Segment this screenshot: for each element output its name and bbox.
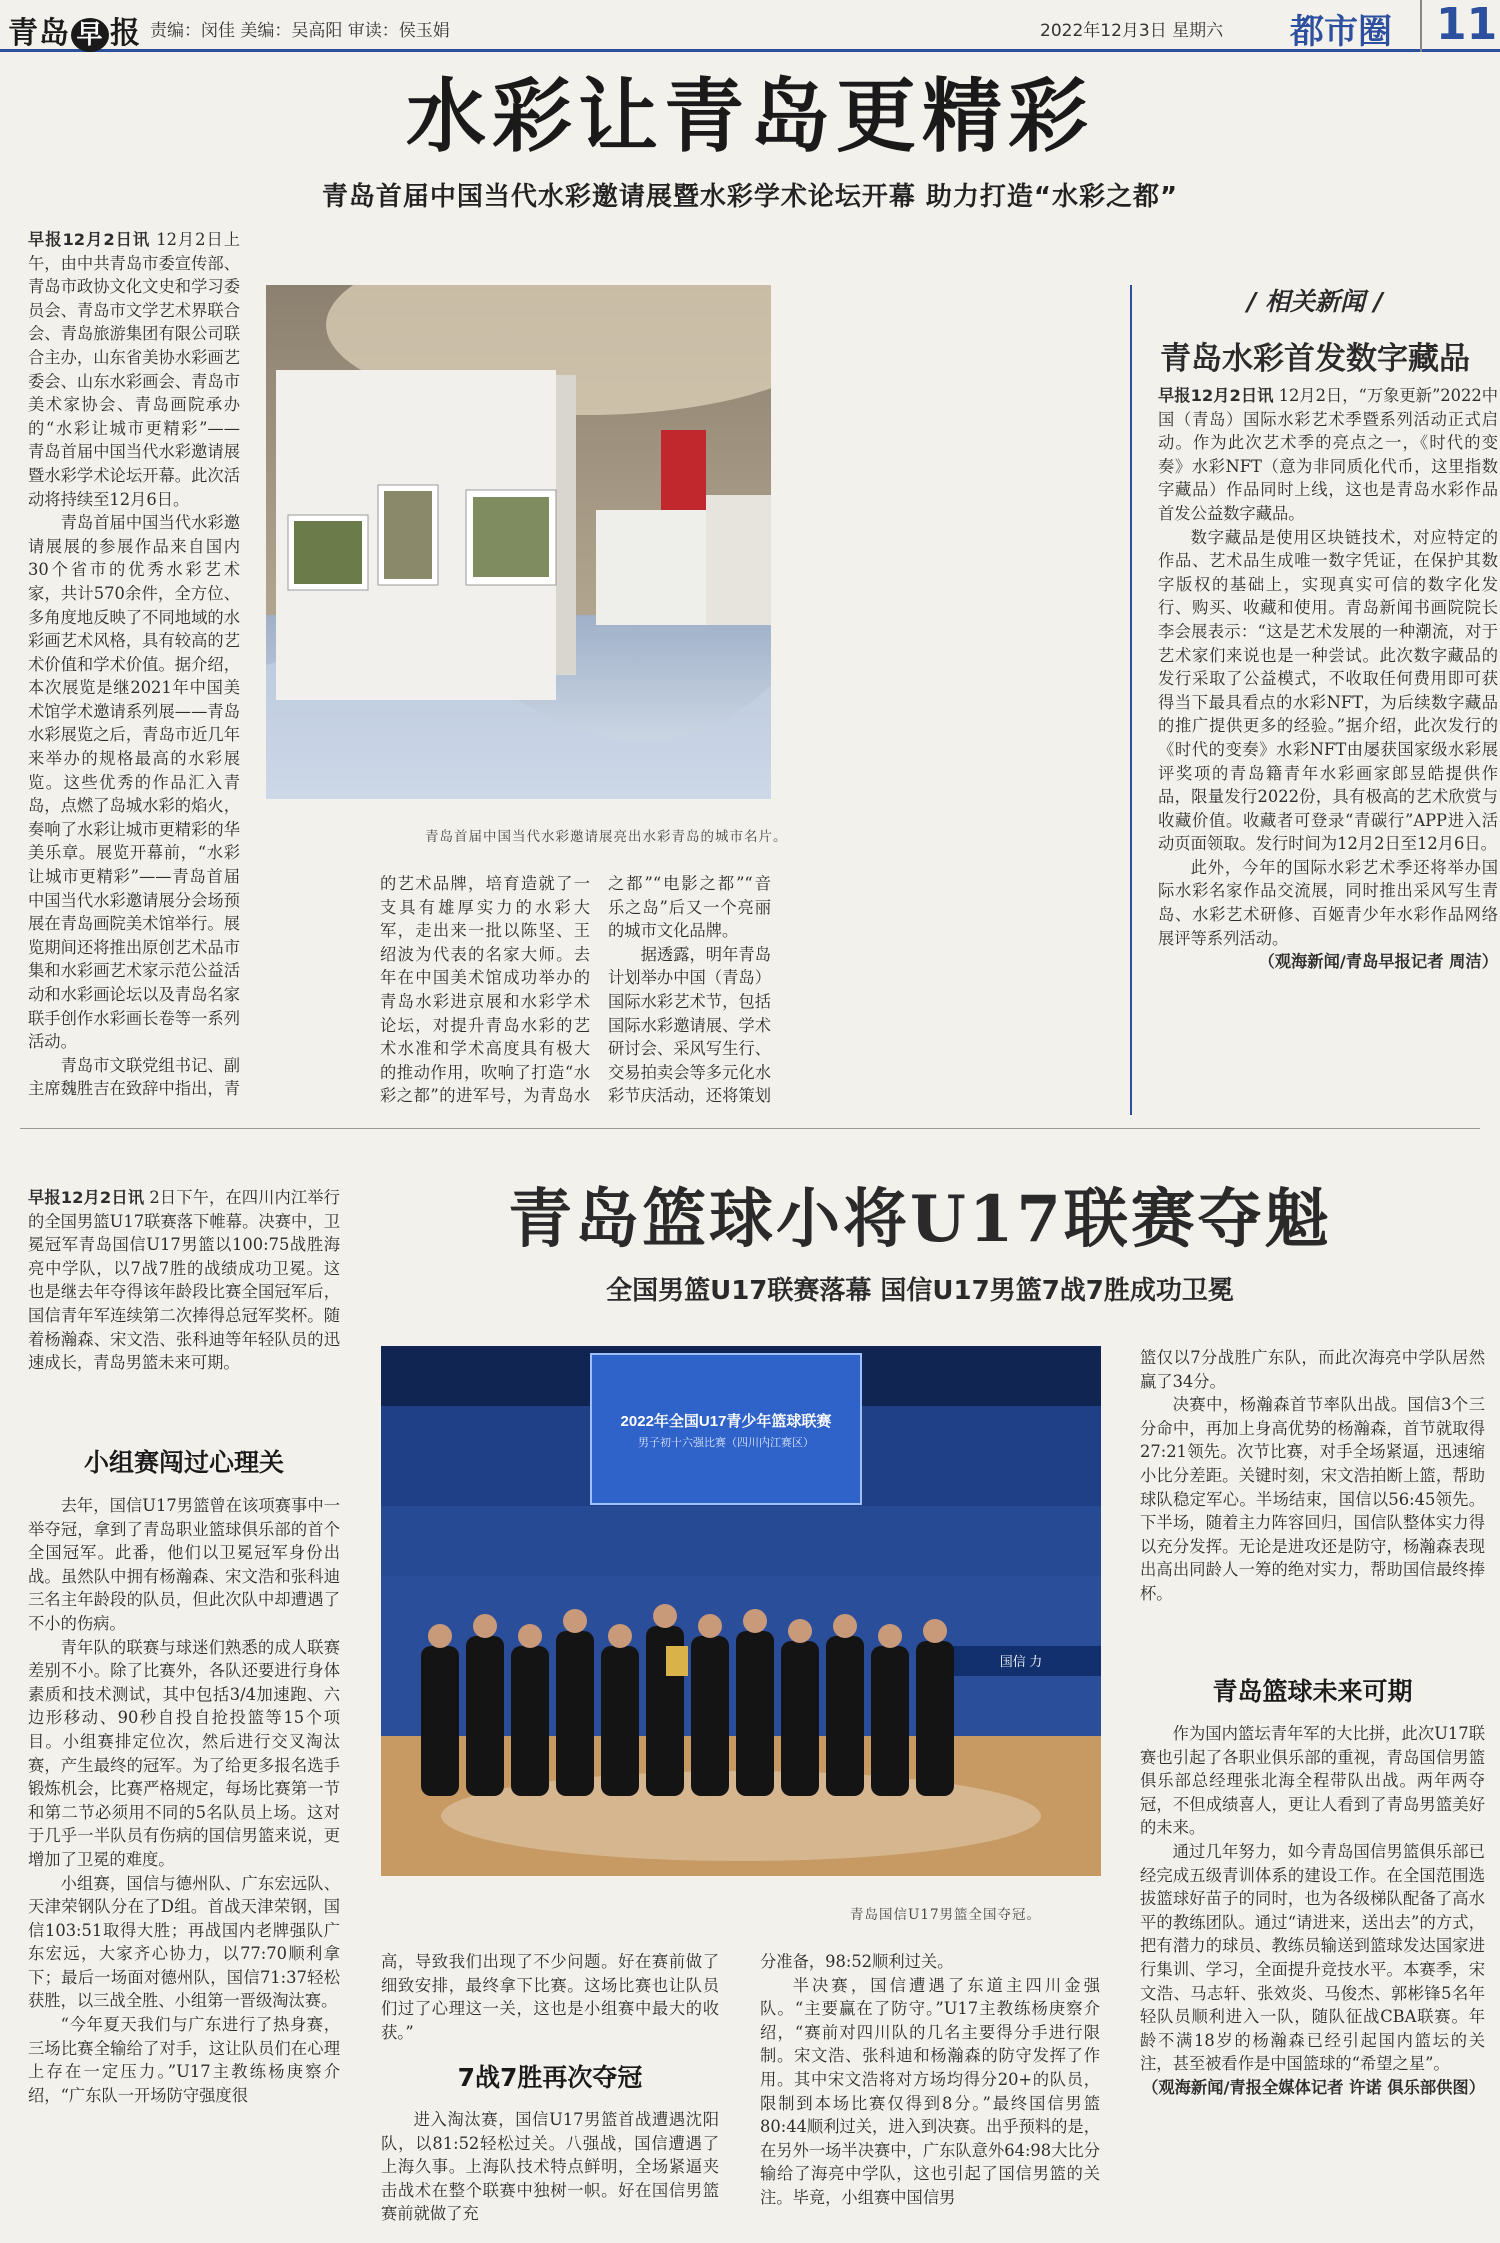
masthead-text-1: 青岛 [8, 16, 70, 51]
story2-subhead-3: 青岛篮球未来可期 [1212, 1677, 1413, 1706]
story1-paragraph: 据透露，明年青岛计划举办中国（青岛）国际水彩艺术节，包括国际水彩邀请展、学术研讨会、采风写生行、交易拍卖会等多元化水彩节庆活动，还将策划 [608, 944, 771, 1106]
exhibition-caption: 青岛首届中国当代水彩邀请展亮出水彩青岛的城市名片。 [425, 829, 788, 845]
story2-paragraph: 高，导致我们出现了不少问题。好在赛前做了细致安排，最终拿下比赛。这场比赛也让队员们过了心理这一关，这也是小组赛中最大的收获。” [381, 1952, 719, 2042]
story2-paragraph: 分准备，98:52顺利过关。 [760, 1952, 954, 1971]
page-number: 11 [1420, 0, 1497, 52]
masthead-badge: 早 [71, 18, 109, 52]
related-paragraph: 12月2日，“万象更新”2022中国（青岛）国际水彩艺术季暨系列活动正式启动。作为此次艺术季的亮点之一，《时代的变奏》水彩NFT（意为非同质化代币，这里指数字藏品）作品同时上线，这也是青岛水彩作品首发公益数字藏品。 [1158, 386, 1498, 523]
masthead-logo [8, 8, 141, 52]
section-rule [20, 1128, 1480, 1129]
related-news-title: 青岛水彩首发数字藏品 [1160, 341, 1470, 377]
story2-column-4 [1140, 1346, 1485, 1656]
related-news-body [1158, 384, 1498, 1104]
story2-column-3 [760, 1950, 1100, 2240]
story2-column-1 [28, 1494, 340, 2229]
story1-headline: 水彩让青岛更精彩 [406, 69, 1094, 163]
banner-subtitle: 男子初十六强比赛（四川内江赛区） [638, 1437, 814, 1449]
story2-column-2 [381, 1950, 719, 2240]
story2-paragraph: “今年夏天我们与广东进行了热身赛，三场比赛全输给了对手，这让队员们在心理上存在一定压力。”U17主教练杨庚察介绍，“广东队一开场防守强度很 [28, 2015, 340, 2105]
story1-column-3 [608, 872, 771, 1110]
story2-paragraph: 通过几年努力，如今青岛国信男篮俱乐部已经完成五级青训体系的建设工作。在全国范围选拔篮球好苗子的同时，也为各级梯队配备了高水平的教练团队。通过“请进来，送出去”的方式，把有潜力的球员、教练员输送到篮球发达国家进行集训、学习，全面提升竞技水平。本赛季，宋文浩、马志轩、张效炎、马俊杰、郭彬锋5名年轻队员顺利进入一队，随队征战CBA联赛。年龄不满18岁的杨瀚森已经引起国内篮坛的关注，甚至被看作是中国篮球的“希望之星”。 [1140, 1841, 1485, 2074]
section-name: 都市圈 [1290, 12, 1392, 52]
story2-paragraph: 青年队的联赛与球迷们熟悉的成人联赛差别不小。除了比赛外，各队还要进行身体素质和技术测试，其中包括3/4加速跑、六边形移动、90秒自投自抢投篮等15个项目。小组赛排定位次，然后进行交叉淘汰赛，产生最终的冠军。为了给更多报名选手锻炼机会，比赛严格规定，每场比赛第一节和第二节必须用不同的5名队员上场。这对于几乎一半队员有伤病的国信男篮来说，更增加了卫冕的难度。 [28, 1637, 340, 1869]
related-credit: （观海新闻/青岛早报记者 周洁） [1258, 952, 1498, 972]
story1-paragraph: 12月2日上午，由中共青岛市委宣传部、青岛市政协文化文史和学习委员会、青岛市文学艺术界联合会、青岛旅游集团有限公司联合主办，山东省美协水彩画艺委会、山东水彩画会、青岛市美术家协会、青岛画院承办的“水彩让城市更精彩”——青岛首届中国当代水彩邀请展暨水彩学术论坛开幕。此次活动将持续至12月6日。 [28, 230, 240, 509]
scoreboard-text: 国信 力 [999, 1654, 1043, 1669]
story1-paragraph: 的艺术品牌，培育造就了一支具有雄厚实力的水彩大军，走出来一批以陈坚、王绍波为代表的名家大师。去年在中国美术馆成功举办的青岛水彩进京展和水彩学术论坛，对提升青岛水彩的艺术水准和学术高度具有极大的推动作用，吹响了打造“水彩之都”的进军号，为青岛水 [380, 874, 590, 1106]
editor-credits: 责编：闵佳 美编：吴高阳 审读：侯玉娟 [150, 21, 450, 41]
story2-paragraph: 小组赛，国信与德州队、广东宏远队、天津荣钢队分在了D组。首战天津荣钢，国信103:51取得大胜；再战国内老牌强队广东宏远，大家齐心协力，以77:70顺利拿下；最后一场面对德州队，国信71:37轻松获胜，以三战全胜、小组第一晋级淘汰赛。 [28, 1873, 340, 2011]
related-divider [1130, 285, 1132, 1115]
banner-title: 2022年全国U17青少年篮球联赛 [620, 1413, 832, 1430]
team-celebration-image [381, 1346, 1101, 1876]
story1-column-1 [28, 228, 240, 1098]
story1-paragraph: 青岛首届中国当代水彩邀请展展的参展作品来自国内30个省市的优秀水彩艺术家，共计570余件，全方位、多角度地反映了不同地域的水彩画艺术风格，具有较高的艺术价值和学术价值。据介绍，本次展览是继2021年中国美术馆学术邀请系列展——青岛水彩展览之后，青岛市近几年来举办的规格最高的水彩展览。这些优秀的作品汇入青岛，点燃了岛城水彩的焰火，奏响了水彩让城市更精彩的华美乐章。展览开幕前，“水彩让城市更精彩”——青岛首届中国当代水彩邀请展分会场预展在青岛画院美术馆举行。展览期间还将推出原创艺术品市集和水彩画艺术家示范公益活动和水彩画论坛以及青岛名家联手创作水彩画长卷等一系列活动。 [28, 513, 240, 1052]
story2-paragraph: 作为国内篮坛青年军的大比拼，此次U17联赛也引起了各职业俱乐部的重视，青岛国信男篮俱乐部总经理张北海全程带队出战。两年两夺冠，不但成绩喜人，更让人看到了青岛男篮美好的未来。 [1140, 1724, 1485, 1838]
story2-lead-text: 2日下午，在四川内江举行的全国男篮U17联赛落下帷幕。决赛中，卫冕冠军青岛国信U17男篮以100:75战胜海亮中学队，以7战7胜的战绩成功卫冕。这也是继去年夺得该年龄段比赛全国冠军后，国信青年军连续第二次捧得总冠军奖杯。随着杨瀚森、宋文浩、张科迪等年轻队员的迅速成长，青岛男篮未来可期。 [28, 1188, 340, 1373]
story2-paragraph: 半决赛，国信遭遇了东道主四川金强队。“主要赢在了防守。”U17主教练杨庚察介绍，“赛前对四川队的几名主要得分手进行限制。宋文浩、张科迪和杨瀚森的防守发挥了作用。其中宋文浩将对方场均得分20+的队员，限制到本场比赛仅得到8分。”最终国信男篮80:44顺利过关，进入到决赛。出乎预料的是，在另外一场半决赛中，广东队意外64:98大比分输给了海亮中学队，这也引起了国信男篮的关注。毕竟，小组赛中国信男 [760, 1975, 1100, 2207]
related-dateline: 早报12月2日讯 [1158, 386, 1274, 405]
team-photo-caption: 青岛国信U17男篮全国夺冠。 [850, 1907, 1042, 1923]
basketball-team-photo [381, 1346, 1101, 1876]
story2-headline: 青岛篮球小将U17联赛夺魁 [508, 1182, 1332, 1257]
story2-subhead-2: 7战7胜再次夺冠 [457, 2063, 643, 2093]
story2-credit: （观海新闻/青报全媒体记者 许诺 俱乐部供图） [1142, 2077, 1485, 2097]
story2-subhead-1: 小组赛闯过心理关 [83, 1448, 284, 1477]
story1-column-2 [380, 872, 590, 1110]
story2-column-4b [1140, 1722, 1485, 2237]
story2-subheadline: 全国男篮U17联赛落幕 国信U17男篮7战7胜成功卫冕 [606, 1276, 1234, 1306]
story2-lead [28, 1186, 340, 1418]
related-paragraph: 此外，今年的国际水彩艺术季还将举办国际水彩名家作品交流展，同时推出采风写生青岛、水彩艺术研修、百姬青少年水彩作品网络展评等系列活动。 [1158, 857, 1498, 948]
story2-paragraph: 决赛中，杨瀚森首节率队出战。国信3个三分命中，再加上身高优势的杨瀚森，首节就取得27:21领先。次节比赛，对手全场紧逼，迅速缩小比分差距。关键时刻，宋文浩拍断上篮，帮助球队稳定军心。半场结束，国信以56:45领先。下半场，随着主力阵容回归，国信队整体实力得以充分发挥。无论是进攻还是防守，杨瀚森表现出高出同龄人一筹的绝对实力，帮助国信最终捧杯。 [1140, 1395, 1485, 1603]
story1-paragraph: 之都”“电影之都”“音乐之岛”后又一个亮丽的城市文化品牌。 [608, 874, 771, 941]
story1-subheadline: 青岛首届中国当代水彩邀请展暨水彩学术论坛开幕 助力打造“水彩之都” [321, 182, 1179, 212]
issue-date: 2022年12月3日 星期六 [1040, 21, 1224, 41]
related-news-label: / 相关新闻 / [1247, 287, 1383, 316]
exhibition-photo [266, 285, 771, 799]
story2-paragraph: 去年，国信U17男篮曾在该项赛事中一举夺冠，拿到了青岛职业篮球俱乐部的首个全国冠军。此番，他们以卫冕冠军身份出战。虽然队中拥有杨瀚森、宋文浩和张科迪三名主年龄段的队员，但此次队中却遭遇了不小的伤病。 [28, 1496, 340, 1633]
story1-paragraph: 青岛市文联党组书记、副主席魏胜吉在致辞中指出，青 [28, 1055, 240, 1098]
story1-dateline: 早报12月2日讯 [28, 230, 151, 249]
story2-paragraph: 进入淘汰赛，国信U17男篮首战遭遇沈阳队，以81:52轻松过关。八强战，国信遭遇了上海久事。上海队技术特点鲜明，全场紧逼夹击战术在整个联赛中独树一帜。好在国信男篮赛前就做了充 [381, 2109, 719, 2224]
exhibition-hall-image [266, 285, 771, 799]
masthead-text-2: 报 [110, 16, 141, 51]
story2-dateline: 早报12月2日讯 [28, 1188, 145, 1207]
story2-paragraph: 篮仅以7分战胜广东队，而此次海亮中学队居然赢了34分。 [1140, 1348, 1485, 1391]
related-paragraph: 数字藏品是使用区块链技术，对应特定的作品、艺术品生成唯一数字凭证，在保护其数字版权的基础上，实现真实可信的数字化发行、购买、收藏和使用。青岛新闻书画院院长李会展表示：“这是艺术发展的一种潮流，对于艺术家们来说也是一种尝试。此次数字藏品的发行采取了公益模式，不收取任何费用即可获得当下最具看点的水彩NFT，为后续数字藏品的推广提供更多的经验。”据介绍，此次发行的《时代的变奏》水彩NFT由屡获国家级水彩展评奖项的青岛籍青年水彩画家郎昱皓提供作品，限量发行2022份，具有极高的艺术欣赏与收藏价值。收藏者可登录“青碳行”APP进入活动页面领取。发行时间为12月2日至12月6日。 [1158, 527, 1498, 854]
